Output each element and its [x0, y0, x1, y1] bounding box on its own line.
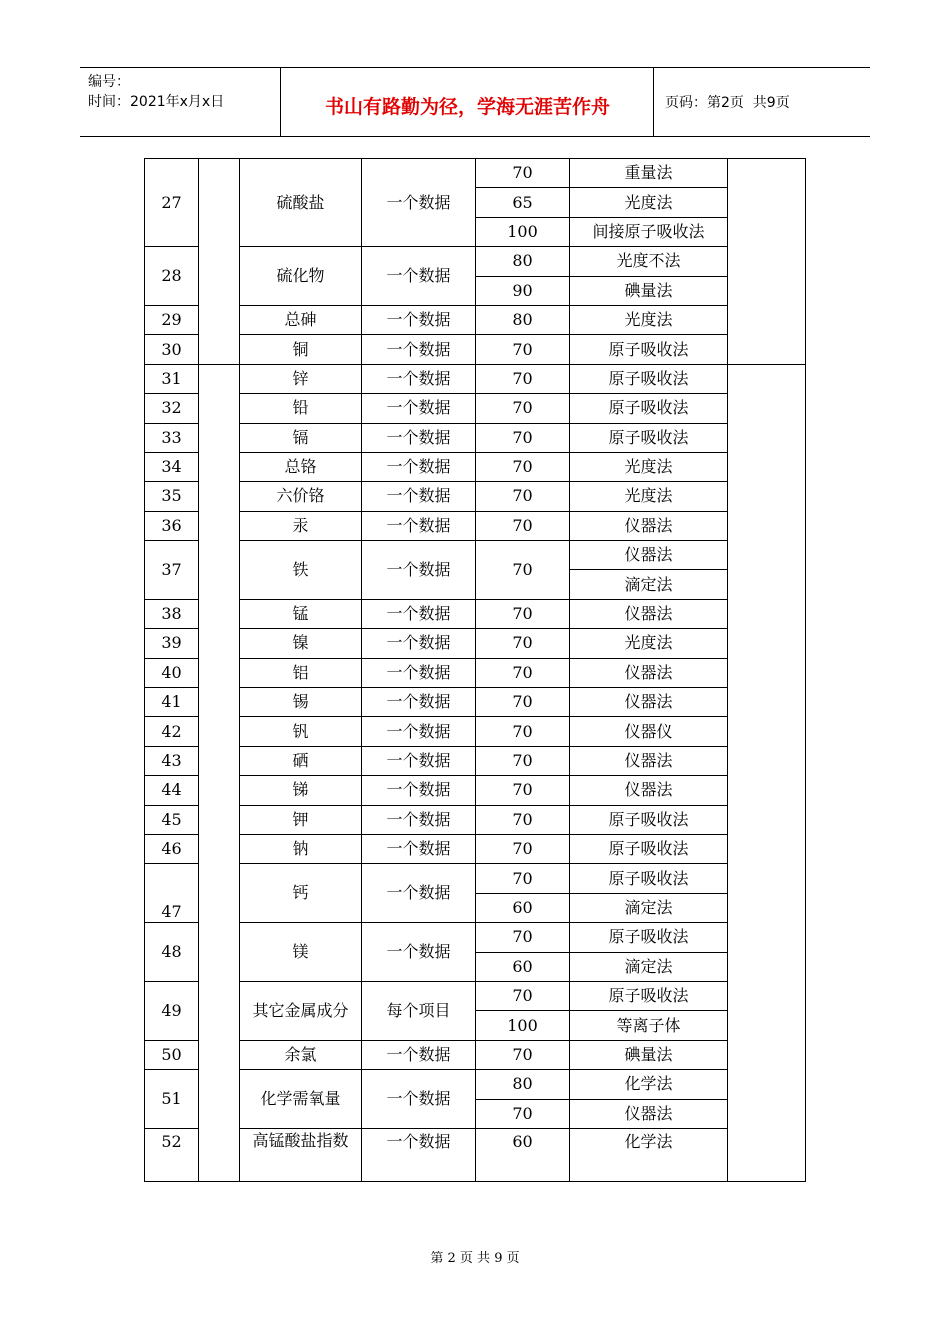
item-name: 镉 [240, 423, 362, 452]
table-row [145, 746, 806, 775]
method-cell: 光度法 [570, 629, 728, 658]
table-row [145, 688, 806, 717]
row-number: 50 [145, 1040, 199, 1069]
item-name: 高锰酸盐指数 [240, 1128, 362, 1181]
method-cell: 光度法 [570, 482, 728, 511]
item-name: 钙 [240, 864, 362, 923]
price-cell: 70 [476, 159, 570, 188]
method-cell: 间接原子吸收法 [570, 217, 728, 246]
price-cell: 70 [476, 776, 570, 805]
price-cell: 70 [476, 864, 570, 893]
table-row [145, 511, 806, 540]
page-label: 页码：第2页 共9页 [665, 95, 790, 111]
item-name: 铝 [240, 658, 362, 687]
method-cell: 仪器法 [570, 541, 728, 570]
table-row [145, 864, 806, 893]
item-name: 锡 [240, 688, 362, 717]
header-page-info [655, 68, 870, 136]
unit-cell: 一个数据 [362, 423, 476, 452]
row-number: 42 [145, 717, 199, 746]
price-cell: 70 [476, 423, 570, 452]
item-name: 总砷 [240, 305, 362, 334]
table-row [145, 364, 806, 393]
time-label: 时间：2021年x月x日 [88, 94, 225, 110]
table-row [145, 717, 806, 746]
price-cell: 60 [476, 893, 570, 922]
remark-cell [728, 159, 806, 365]
page-footer [0, 1247, 950, 1266]
item-name: 硒 [240, 746, 362, 775]
item-name: 钒 [240, 717, 362, 746]
item-name: 其它金属成分 [240, 981, 362, 1040]
row-number: 36 [145, 511, 199, 540]
method-cell: 原子吸收法 [570, 805, 728, 834]
table-row [145, 247, 806, 276]
unit-cell: 一个数据 [362, 1040, 476, 1069]
price-cell: 100 [476, 1011, 570, 1040]
unit-cell: 一个数据 [362, 482, 476, 511]
row-number: 39 [145, 629, 199, 658]
row-number: 29 [145, 305, 199, 334]
method-cell: 仪器法 [570, 599, 728, 628]
price-cell: 80 [476, 247, 570, 276]
item-name: 六价铬 [240, 482, 362, 511]
table-row [145, 305, 806, 334]
method-cell: 光度法 [570, 452, 728, 481]
price-cell: 65 [476, 188, 570, 217]
method-cell: 原子吸收法 [570, 923, 728, 952]
method-cell: 仪器法 [570, 776, 728, 805]
item-name: 余氯 [240, 1040, 362, 1069]
item-name: 锑 [240, 776, 362, 805]
method-cell: 化学法 [570, 1128, 728, 1181]
row-number: 40 [145, 658, 199, 687]
unit-cell: 一个数据 [362, 658, 476, 687]
table-row [145, 1128, 806, 1181]
item-name: 钾 [240, 805, 362, 834]
method-cell: 仪器法 [570, 658, 728, 687]
price-cell: 70 [476, 923, 570, 952]
table-row [145, 394, 806, 423]
unit-cell: 一个数据 [362, 864, 476, 923]
method-cell: 等离子体 [570, 1011, 728, 1040]
unit-cell: 一个数据 [362, 1070, 476, 1129]
method-cell: 仪器法 [570, 688, 728, 717]
row-number: 30 [145, 335, 199, 364]
unit-cell: 一个数据 [362, 511, 476, 540]
unit-cell: 一个数据 [362, 805, 476, 834]
table-row [145, 629, 806, 658]
table-row [145, 599, 806, 628]
price-cell: 70 [476, 1040, 570, 1069]
table-row [145, 1040, 806, 1069]
unit-cell: 一个数据 [362, 394, 476, 423]
unit-cell: 一个数据 [362, 629, 476, 658]
category-cell [199, 364, 240, 1181]
price-cell: 70 [476, 511, 570, 540]
unit-cell: 一个数据 [362, 541, 476, 600]
price-cell: 70 [476, 746, 570, 775]
footer-page-number: 第 2 页 共 9 页 [430, 1251, 520, 1266]
unit-cell: 一个数据 [362, 923, 476, 982]
method-cell: 重量法 [570, 159, 728, 188]
item-name: 铅 [240, 394, 362, 423]
unit-cell: 一个数据 [362, 688, 476, 717]
row-number: 49 [145, 981, 199, 1040]
method-cell: 化学法 [570, 1070, 728, 1099]
unit-cell: 一个数据 [362, 364, 476, 393]
price-cell: 70 [476, 335, 570, 364]
item-name: 汞 [240, 511, 362, 540]
table-row [145, 159, 806, 188]
method-cell: 仪器法 [570, 746, 728, 775]
method-cell: 仪器法 [570, 511, 728, 540]
row-number: 38 [145, 599, 199, 628]
item-name: 镁 [240, 923, 362, 982]
row-number: 46 [145, 834, 199, 863]
unit-cell: 一个数据 [362, 159, 476, 247]
remark-cell [728, 364, 806, 1181]
price-cell: 70 [476, 658, 570, 687]
row-number: 51 [145, 1070, 199, 1129]
price-cell: 70 [476, 805, 570, 834]
price-cell: 80 [476, 1070, 570, 1099]
price-table [144, 158, 806, 1182]
row-number: 45 [145, 805, 199, 834]
item-name: 化学需氧量 [240, 1070, 362, 1129]
method-cell: 原子吸收法 [570, 423, 728, 452]
row-number: 48 [145, 923, 199, 982]
unit-cell: 一个数据 [362, 599, 476, 628]
row-number: 31 [145, 364, 199, 393]
table-row [145, 541, 806, 570]
table-row [145, 482, 806, 511]
method-cell: 原子吸收法 [570, 834, 728, 863]
method-cell: 碘量法 [570, 276, 728, 305]
method-cell: 滴定法 [570, 893, 728, 922]
row-number: 28 [145, 247, 199, 306]
unit-cell: 一个数据 [362, 452, 476, 481]
method-cell: 原子吸收法 [570, 394, 728, 423]
table-row [145, 452, 806, 481]
unit-cell: 一个数据 [362, 1128, 476, 1181]
unit-cell: 一个数据 [362, 305, 476, 334]
price-cell: 70 [476, 541, 570, 600]
price-cell: 70 [476, 717, 570, 746]
row-number: 32 [145, 394, 199, 423]
row-number: 33 [145, 423, 199, 452]
header-motto: 书山有路勤为径，学海无涯苦作舟 [282, 68, 654, 136]
price-cell: 70 [476, 981, 570, 1010]
header-meta [80, 68, 281, 136]
price-cell: 70 [476, 688, 570, 717]
row-number: 43 [145, 746, 199, 775]
unit-cell: 一个数据 [362, 247, 476, 306]
price-cell: 70 [476, 629, 570, 658]
row-number: 34 [145, 452, 199, 481]
method-cell: 滴定法 [570, 952, 728, 981]
page-header [80, 67, 870, 137]
price-cell: 70 [476, 364, 570, 393]
unit-cell: 一个数据 [362, 746, 476, 775]
method-cell: 原子吸收法 [570, 364, 728, 393]
method-cell: 光度法 [570, 305, 728, 334]
row-number: 35 [145, 482, 199, 511]
method-cell: 原子吸收法 [570, 981, 728, 1010]
item-name: 镍 [240, 629, 362, 658]
category-cell [199, 159, 240, 365]
price-cell: 60 [476, 1128, 570, 1181]
item-name: 硫化物 [240, 247, 362, 306]
method-cell: 光度不法 [570, 247, 728, 276]
item-name: 铜 [240, 335, 362, 364]
table-row [145, 335, 806, 364]
table-row [145, 834, 806, 863]
table-row [145, 423, 806, 452]
number-label: 编号： [88, 74, 130, 90]
item-name: 硫酸盐 [240, 159, 362, 247]
row-number: 52 [145, 1128, 199, 1181]
unit-cell: 每个项目 [362, 981, 476, 1040]
table-row [145, 1070, 806, 1099]
item-name: 总铬 [240, 452, 362, 481]
row-number: 37 [145, 541, 199, 600]
table-row [145, 923, 806, 952]
unit-cell: 一个数据 [362, 776, 476, 805]
price-cell: 60 [476, 952, 570, 981]
item-name: 铁 [240, 541, 362, 600]
row-number: 41 [145, 688, 199, 717]
table-row [145, 776, 806, 805]
table-row [145, 805, 806, 834]
price-cell: 70 [476, 1099, 570, 1128]
price-cell: 90 [476, 276, 570, 305]
unit-cell: 一个数据 [362, 834, 476, 863]
method-cell: 原子吸收法 [570, 335, 728, 364]
method-cell: 碘量法 [570, 1040, 728, 1069]
price-cell: 70 [476, 452, 570, 481]
price-cell: 100 [476, 217, 570, 246]
unit-cell: 一个数据 [362, 335, 476, 364]
price-cell: 70 [476, 394, 570, 423]
row-number: 47 [145, 864, 199, 923]
table-row [145, 981, 806, 1010]
item-name: 锰 [240, 599, 362, 628]
method-cell: 光度法 [570, 188, 728, 217]
price-cell: 70 [476, 599, 570, 628]
row-number: 44 [145, 776, 199, 805]
table-row [145, 658, 806, 687]
method-cell: 滴定法 [570, 570, 728, 599]
price-cell: 70 [476, 834, 570, 863]
row-number: 27 [145, 159, 199, 247]
method-cell: 仪器法 [570, 1099, 728, 1128]
unit-cell: 一个数据 [362, 717, 476, 746]
item-name: 锌 [240, 364, 362, 393]
price-cell: 80 [476, 305, 570, 334]
method-cell: 原子吸收法 [570, 864, 728, 893]
item-name: 钠 [240, 834, 362, 863]
method-cell: 仪器仪 [570, 717, 728, 746]
price-cell: 70 [476, 482, 570, 511]
